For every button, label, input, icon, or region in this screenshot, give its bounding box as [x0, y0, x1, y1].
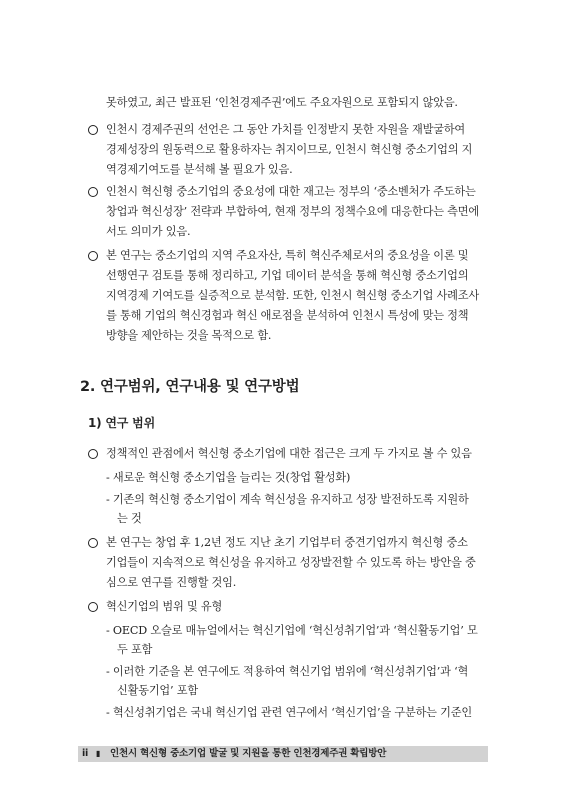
dash3-line-2: 두 포함	[117, 643, 153, 656]
para5-line-1: 본 연구는 창업 후 1,2년 정도 지난 초기 기업부터 중견기업까지 혁신형 중소	[106, 536, 468, 549]
page-number: ii	[82, 748, 89, 759]
para5-line-2: 기업들이 지속적으로 혁신성을 유지하고 성장발전할 수 있도록 하는 방안을 중	[106, 556, 476, 569]
para4-line-1: 정책적인 관점에서 혁신형 중소기업에 대한 접근은 크게 두 가지로 볼 수 있음	[106, 447, 472, 460]
dash2-line-1: - 기존의 혁신형 중소기업이 계속 혁신성을 유지하고 성장 발전하도록 지원하	[106, 493, 469, 506]
circle-bullet-icon	[88, 125, 98, 135]
para0-line-1: 못하였고, 최근 발표된 ‘인천경제주권’에도 주요자원으로 포함되지 않았음.	[106, 96, 458, 109]
dash3-line-1: - OECD 오슬로 매뉴얼에서는 혁신기업에 ‘혁신성취기업’과 ‘혁신활동기업’ 모	[106, 624, 478, 637]
para2-line-1: 인천시 혁신형 중소기업의 중요성에 대한 재고는 정부의 ‘중소벤처가 주도하는	[106, 185, 476, 198]
para3-line-2: 선행연구 검토를 통해 정리하고, 기업 데이터 분석을 통해 혁신형 중소기업의	[106, 269, 469, 282]
para2-line-3: 서도 의미가 있음.	[106, 225, 191, 238]
para3-line-3: 지역경제 기여도를 실증적으로 분석함. 또한, 인천시 혁신형 중소기업 사례조사	[106, 289, 479, 302]
dash4-line-2: 신활동기업’ 포함	[117, 684, 198, 697]
para5-line-3: 심으로 연구를 진행할 것임.	[106, 576, 237, 589]
section-heading: 2. 연구범위, 연구내용 및 연구방법	[80, 379, 300, 395]
circle-bullet-icon	[88, 538, 98, 548]
dash5-line-1: - 혁신성취기업은 국내 혁신기업 관련 연구에서 ‘혁신기업’을 구분하는 기준인	[106, 706, 472, 719]
para1-line-2: 경제성장의 원동력으로 활용하자는 취지이므로, 인천시 혁신형 중소기업의 지	[106, 143, 473, 156]
footer-separator: ▮	[96, 749, 101, 758]
dash1-line-1: - 새로운 혁신형 중소기업을 늘리는 것(창업 활성화)	[106, 471, 351, 484]
para1-line-1: 인천시 경제주권의 선언은 그 동안 가치를 인정받지 못한 자원을 재발굴하여	[106, 123, 466, 136]
dash4-line-1: - 이러한 기준을 본 연구에도 적용하여 혁신기업 범위에 ‘혁신성취기업’과 ‘혁	[106, 665, 469, 678]
subsection-heading: 1) 연구 범위	[88, 416, 155, 430]
dash2-line-2: 는 것	[117, 512, 142, 525]
para3-line-1: 본 연구는 중소기업의 지역 주요자산, 특히 혁신주체로서의 중요성을 이론 및	[106, 249, 469, 262]
para3-line-4: 를 통해 기업의 혁신경험과 혁신 애로점을 분석하여 인천시 특성에 맞는 정책	[106, 309, 469, 322]
para2-line-2: 창업과 혁신성장’ 전략과 부합하여, 현재 정부의 정책수요에 대응한다는 측면에	[106, 205, 479, 218]
para1-line-3: 역경제기여도를 분석해 볼 필요가 있음.	[106, 163, 293, 176]
circle-bullet-icon	[88, 187, 98, 197]
footer-title: 인천시 혁신형 중소기업 발굴 및 지원을 통한 인천경제주권 확립방안	[110, 748, 387, 759]
circle-bullet-icon	[88, 449, 98, 459]
para6-line-1: 혁신기업의 범위 및 유형	[106, 600, 223, 613]
circle-bullet-icon	[88, 251, 98, 261]
page-footer	[78, 746, 488, 762]
circle-bullet-icon	[88, 602, 98, 612]
para3-line-5: 방향을 제안하는 것을 목적으로 함.	[106, 329, 272, 342]
